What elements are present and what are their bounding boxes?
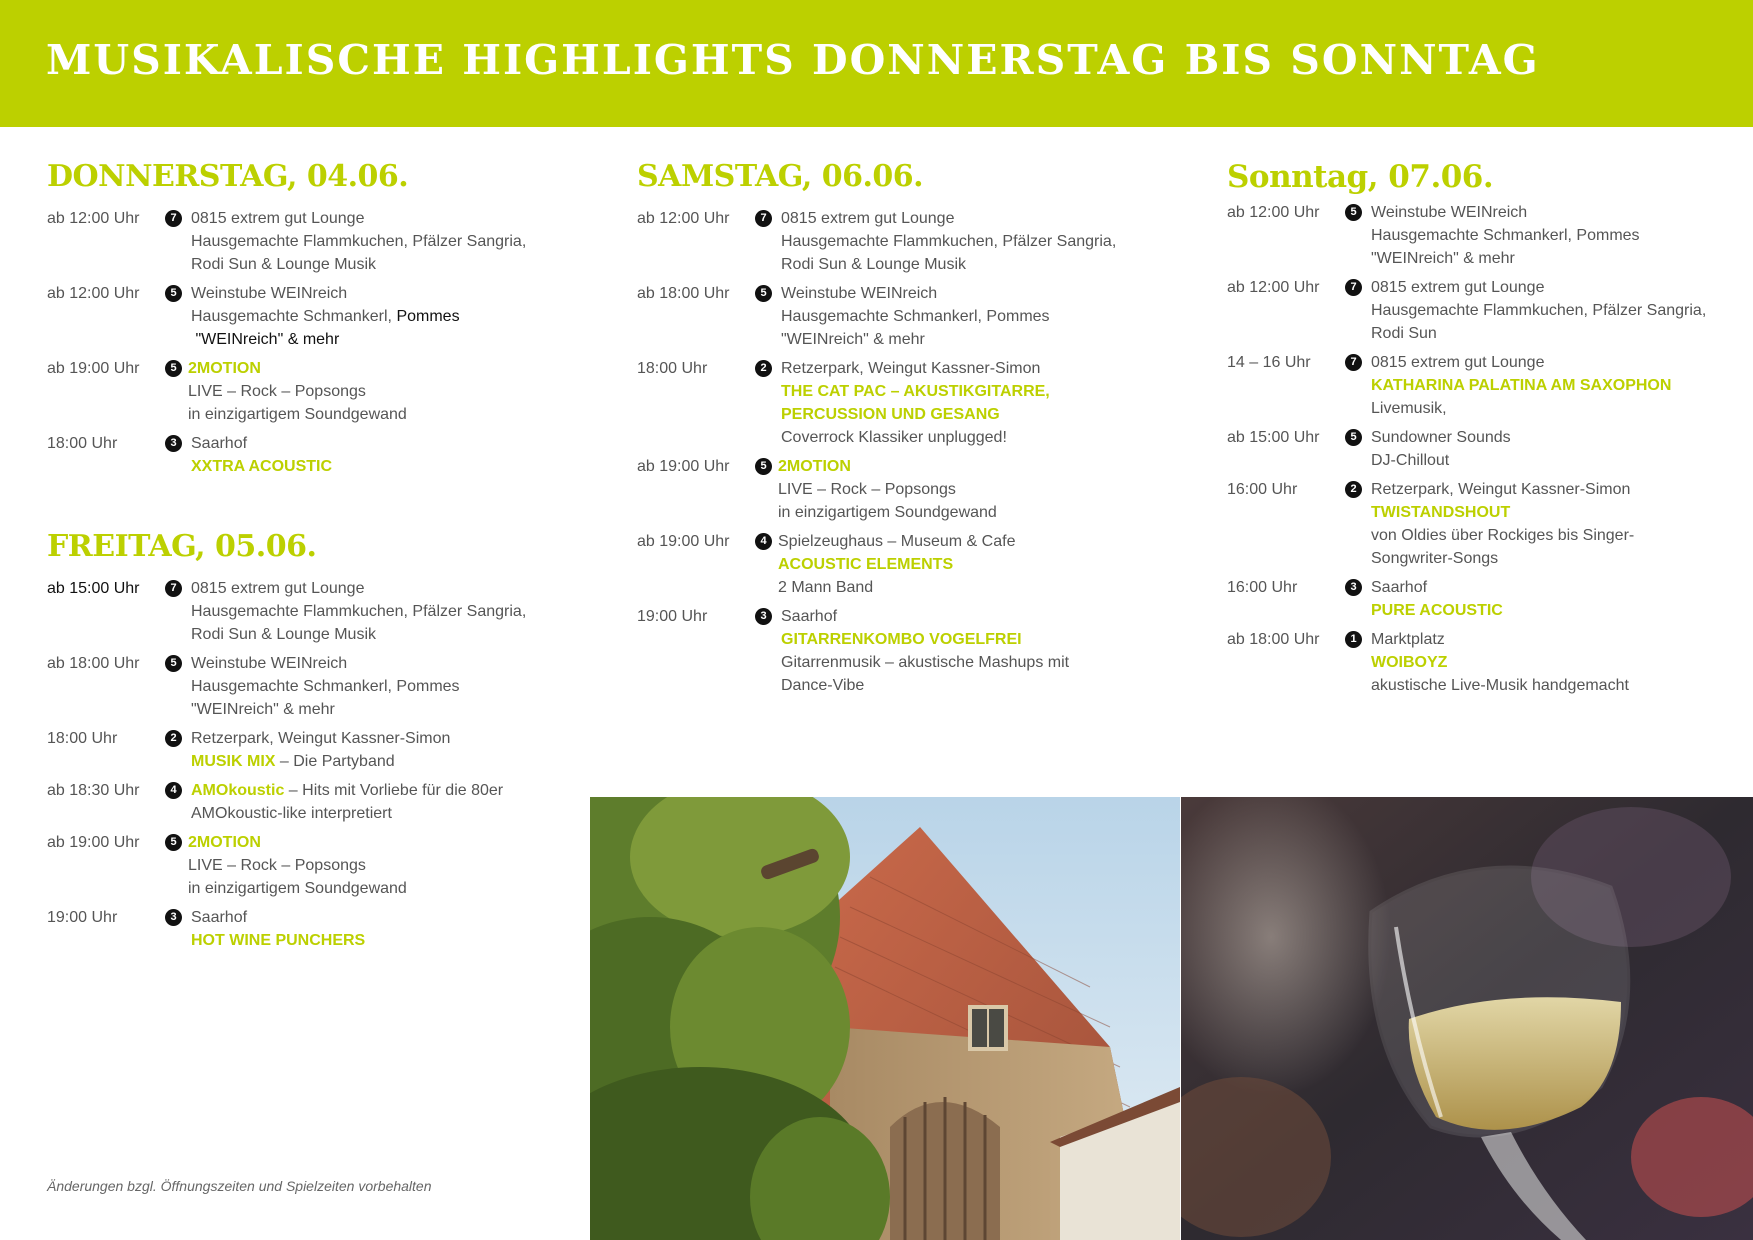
entry-description: Hausgemachte Schmankerl, Pommes — [191, 678, 460, 695]
schedule-entry — [1227, 576, 1747, 622]
schedule-entry — [1227, 426, 1747, 472]
venue-name: 0815 extrem gut Lounge — [191, 210, 365, 227]
entry-description: Hausgemachte Flammkuchen, Pfälzer Sangria, — [191, 603, 527, 620]
location-number-badge: 5 — [165, 285, 182, 302]
venue-name: Retzerpark, Weingut Kassner-Simon — [1371, 481, 1631, 498]
venue-name: Weinstube WEINreich — [191, 655, 348, 672]
photo-wine-glass — [1181, 797, 1753, 1240]
venue-name: Saarhof — [1371, 579, 1428, 596]
entry-description: in einzigartigem Soundgewand — [188, 880, 407, 897]
entry-description: "WEINreich" & mehr — [781, 331, 925, 348]
location-number-badge: 2 — [165, 730, 182, 747]
venue-name: Saarhof — [191, 909, 248, 926]
entry-time: ab 19:00 Uhr — [47, 834, 140, 851]
entry-time: ab 15:00 Uhr — [1227, 429, 1320, 446]
act-name: 2MOTION — [188, 360, 261, 377]
entry-description: 2 Mann Band — [778, 579, 874, 596]
location-number-badge: 2 — [755, 360, 772, 377]
entry-description: Hausgemachte Schmankerl, Pommes — [781, 308, 1050, 325]
day-title-thursday: DONNERSTAG, 04.06. — [47, 159, 409, 194]
location-number-badge: 2 — [1345, 481, 1362, 498]
entry-description-part: Pommes — [396, 308, 460, 325]
friday-schedule — [47, 577, 567, 958]
act-name: HOT WINE PUNCHERS — [191, 932, 366, 949]
sunday-schedule — [1227, 201, 1747, 703]
entry-description: LIVE – Rock – Popsongs — [188, 383, 366, 400]
location-number-badge: 7 — [755, 210, 772, 227]
entry-time: 14 – 16 Uhr — [1227, 354, 1311, 371]
entry-description-part: Hausgemachte Schmankerl, — [191, 308, 397, 325]
entry-time: ab 19:00 Uhr — [47, 360, 140, 377]
entry-time: ab 19:00 Uhr — [637, 533, 730, 550]
location-number-badge: 4 — [755, 533, 772, 550]
act-description: – Hits mit Vorliebe für die 80er — [284, 782, 504, 799]
location-number-badge: 5 — [165, 834, 182, 851]
venue-name: Weinstube WEINreich — [781, 285, 938, 302]
venue-name: Retzerpark, Weingut Kassner-Simon — [191, 730, 451, 747]
location-number-badge: 5 — [755, 285, 772, 302]
entry-time: ab 12:00 Uhr — [47, 210, 140, 227]
schedule-entry — [47, 282, 567, 351]
venue-name: 0815 extrem gut Lounge — [1371, 354, 1545, 371]
location-number-badge: 1 — [1345, 631, 1362, 648]
entry-description: Hausgemachte Flammkuchen, Pfälzer Sangria, — [781, 233, 1117, 250]
location-number-badge: 7 — [165, 580, 182, 597]
act-name: PURE ACOUSTIC — [1371, 602, 1503, 619]
location-number-badge: 5 — [1345, 204, 1362, 221]
venue-name: 0815 extrem gut Lounge — [191, 580, 365, 597]
venue-name: Saarhof — [191, 435, 248, 452]
act-name: XXTRA ACOUSTIC — [191, 458, 333, 475]
location-number-badge: 4 — [165, 782, 182, 799]
venue-name: 0815 extrem gut Lounge — [781, 210, 955, 227]
act-name: WOIBOYZ — [1371, 654, 1448, 671]
photo-historic-building — [590, 797, 1180, 1240]
location-number-badge: 3 — [1345, 579, 1362, 596]
schedule-entry — [47, 357, 567, 426]
entry-time: ab 18:00 Uhr — [47, 655, 140, 672]
entry-description: Dance-Vibe — [781, 677, 865, 694]
act-name: 2MOTION — [188, 834, 261, 851]
entry-time: 18:00 Uhr — [47, 730, 118, 747]
act-name: TWISTANDSHOUT — [1371, 504, 1511, 521]
entry-time: ab 12:00 Uhr — [47, 285, 140, 302]
entry-time: ab 18:30 Uhr — [47, 782, 140, 799]
act-name: PERCUSSION UND GESANG — [781, 406, 1000, 423]
location-number-badge: 7 — [165, 210, 182, 227]
venue-name: Retzerpark, Weingut Kassner-Simon — [781, 360, 1041, 377]
schedule-entry — [47, 577, 567, 646]
schedule-entry — [1227, 276, 1747, 345]
location-number-badge: 5 — [1345, 429, 1362, 446]
act-description: – Die Partyband — [275, 753, 395, 770]
entry-description: "WEINreich" & mehr — [1371, 250, 1515, 267]
schedule-entry — [637, 357, 1157, 449]
entry-description: in einzigartigem Soundgewand — [188, 406, 407, 423]
entry-description: AMOkoustic-like interpretiert — [191, 805, 392, 822]
entry-time: ab 12:00 Uhr — [1227, 279, 1320, 296]
entry-time: ab 15:00 Uhr — [47, 580, 140, 597]
act-line — [191, 779, 567, 802]
schedule-entry — [47, 432, 567, 478]
entry-time: 18:00 Uhr — [47, 435, 118, 452]
entry-description: Rodi Sun & Lounge Musik — [191, 626, 376, 643]
act-name: AMOkoustic — [191, 782, 285, 799]
day-title-friday: FREITAG, 05.06. — [47, 529, 317, 564]
thursday-schedule — [47, 207, 567, 484]
act-name: KATHARINA PALATINA AM SAXOPHON — [1371, 377, 1672, 394]
venue-name: Marktplatz — [1371, 631, 1445, 648]
location-number-badge: 3 — [755, 608, 772, 625]
venue-name: 0815 extrem gut Lounge — [1371, 279, 1545, 296]
location-number-badge: 7 — [1345, 354, 1362, 371]
venue-name: Weinstube WEINreich — [1371, 204, 1528, 221]
schedule-entry — [637, 455, 1157, 524]
entry-time: ab 18:00 Uhr — [637, 285, 730, 302]
saturday-schedule — [637, 207, 1157, 703]
entry-description: Coverrock Klassiker unplugged! — [781, 429, 1007, 446]
schedule-entry — [47, 727, 567, 773]
disclaimer-note: Änderungen bzgl. Öffnungszeiten und Spielzeiten vorbehalten — [47, 1178, 432, 1194]
entry-description: von Oldies über Rockiges bis Singer- — [1371, 527, 1635, 544]
entry-time: 18:00 Uhr — [637, 360, 708, 377]
entry-time: 19:00 Uhr — [637, 608, 708, 625]
entry-time: ab 19:00 Uhr — [637, 458, 730, 475]
entry-description: DJ-Chillout — [1371, 452, 1450, 469]
venue-name: Spielzeughaus – Museum & Cafe — [778, 533, 1016, 550]
entry-description: Livemusik, — [1371, 400, 1447, 417]
schedule-entry — [47, 906, 567, 952]
schedule-entry — [47, 831, 567, 900]
venue-name: Weinstube WEINreich — [191, 285, 348, 302]
entry-description: in einzigartigem Soundgewand — [778, 504, 997, 521]
schedule-entry — [47, 207, 567, 276]
entry-description: Hausgemachte Flammkuchen, Pfälzer Sangria, — [191, 233, 527, 250]
act-name: MUSIK MIX — [191, 753, 276, 770]
entry-description: Songwriter-Songs — [1371, 550, 1499, 567]
location-number-badge: 5 — [755, 458, 772, 475]
entry-time: 16:00 Uhr — [1227, 481, 1298, 498]
schedule-entry — [637, 207, 1157, 276]
day-title-saturday: SAMSTAG, 06.06. — [637, 159, 924, 194]
entry-description: Hausgemachte Flammkuchen, Pfälzer Sangria, — [1371, 302, 1707, 319]
entry-description — [191, 305, 567, 328]
entry-description: Rodi Sun — [1371, 325, 1437, 342]
entry-description: "WEINreich" & mehr — [191, 331, 340, 348]
location-number-badge: 3 — [165, 909, 182, 926]
act-name: THE CAT PAC – AKUSTIKGITARRE, — [781, 383, 1050, 400]
entry-time: ab 12:00 Uhr — [637, 210, 730, 227]
location-number-badge: 7 — [1345, 279, 1362, 296]
entry-time: 16:00 Uhr — [1227, 579, 1298, 596]
location-number-badge: 5 — [165, 655, 182, 672]
entry-time: 19:00 Uhr — [47, 909, 118, 926]
schedule-entry — [47, 652, 567, 721]
venue-name: Saarhof — [781, 608, 838, 625]
act-name: ACOUSTIC ELEMENTS — [778, 556, 954, 573]
entry-description: Rodi Sun & Lounge Musik — [191, 256, 376, 273]
entry-description: Hausgemachte Schmankerl, Pommes — [1371, 227, 1640, 244]
schedule-entry — [1227, 628, 1747, 697]
schedule-entry — [637, 282, 1157, 351]
act-name: 2MOTION — [778, 458, 851, 475]
act-line — [191, 750, 567, 773]
page-title: MUSIKALISCHE HIGHLIGHTS DONNERSTAG BIS SONNTAG — [46, 36, 1540, 84]
entry-time: ab 12:00 Uhr — [1227, 204, 1320, 221]
entry-description: akustische Live-Musik handgemacht — [1371, 677, 1629, 694]
day-title-sunday: Sonntag, 07.06. — [1227, 159, 1494, 195]
schedule-entry — [1227, 351, 1747, 420]
schedule-entry — [47, 779, 567, 825]
schedule-entry — [637, 605, 1157, 697]
location-number-badge: 3 — [165, 435, 182, 452]
entry-description: LIVE – Rock – Popsongs — [188, 857, 366, 874]
entry-description: Rodi Sun & Lounge Musik — [781, 256, 966, 273]
venue-name: Sundowner Sounds — [1371, 429, 1511, 446]
entry-description: "WEINreich" & mehr — [191, 701, 335, 718]
entry-description: LIVE – Rock – Popsongs — [778, 481, 956, 498]
schedule-entry — [637, 530, 1157, 599]
location-number-badge: 5 — [165, 360, 182, 377]
entry-time: ab 18:00 Uhr — [1227, 631, 1320, 648]
act-name: GITARRENKOMBO VOGELFREI — [781, 631, 1022, 648]
entry-description: Gitarrenmusik – akustische Mashups mit — [781, 654, 1070, 671]
schedule-entry — [1227, 201, 1747, 270]
schedule-entry — [1227, 478, 1747, 570]
header-banner — [0, 0, 1753, 127]
